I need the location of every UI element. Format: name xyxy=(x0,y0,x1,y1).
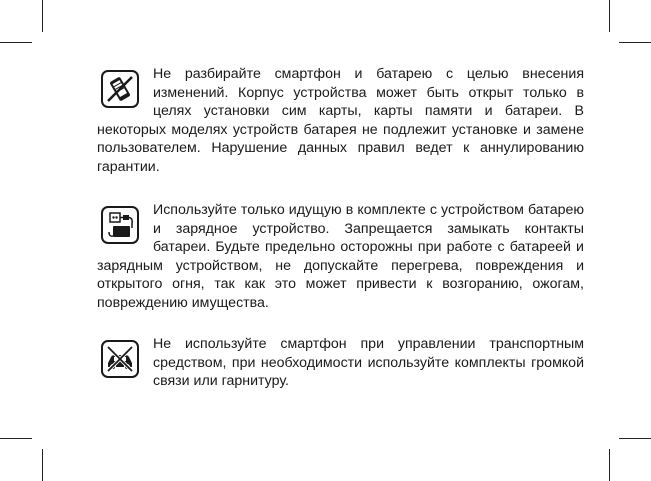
crop-mark-top-left xyxy=(42,0,43,32)
crop-mark-top-right xyxy=(609,0,610,32)
battery-charger-icon xyxy=(101,206,139,244)
no-disassembly-icon xyxy=(101,70,139,108)
crop-mark-top-right xyxy=(619,42,651,43)
warning-section-driving xyxy=(97,335,584,391)
crop-mark-bottom-right xyxy=(619,438,651,439)
no-phone-while-driving-icon xyxy=(101,340,139,378)
warning-text: Используйте только идущую в комплекте с устройством батарею и зарядное устройство. Запрещается замыкать контакты батареи. Будьте предельно осторожны при работе с батареей и зарядным устройством, не допускайте перегрева, повреждения и открытого огня, так как это может привести к возгоранию, ожогам, повреждению имущества. xyxy=(97,202,584,311)
warning-text: Не используйте смартфон при управлении транспортным средством, при необходимости используйте комплекты громкой связи или гарнитуру. xyxy=(153,336,584,389)
warning-section-disassembly xyxy=(97,65,584,176)
crop-mark-top-left xyxy=(0,42,32,43)
warning-section-battery xyxy=(97,201,584,312)
crop-mark-bottom-right xyxy=(609,449,610,481)
warning-text: Не разбирайте смартфон и батарею с целью внесения изменений. Корпус устройства может быть открыт только в целях установки сим карты, карты памяти и батареи. В некоторых моделях устройств батарея не подлежит установке и замене пользователем. Нарушение данных правил ведет к аннулированию гарантии. xyxy=(97,66,584,175)
crop-mark-bottom-left xyxy=(0,438,32,439)
crop-mark-bottom-left xyxy=(42,449,43,481)
